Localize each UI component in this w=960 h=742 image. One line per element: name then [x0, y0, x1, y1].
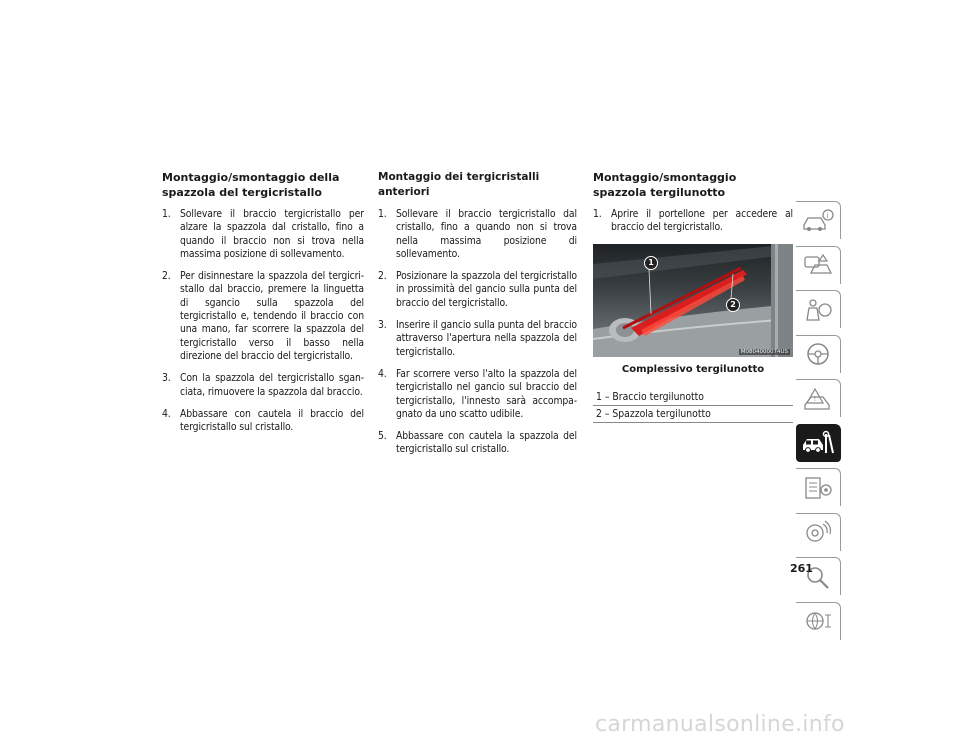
- warning-lights-icon: [801, 251, 835, 279]
- section-title: Montaggio/smontaggio spazzola tergilunotto: [593, 171, 737, 199]
- figure-caption: Complessivo tergilunotto: [621, 363, 765, 375]
- callout-2: 2: [726, 298, 740, 312]
- figure-code: M0804000074US: [740, 348, 788, 355]
- list-item: 4. Far scorrere verso l'alto la spazzola del tergicristallo nel gancio sul braccio del tergicristallo, l'innesto sarà accompa-gnato da uno scatto udibile.: [378, 367, 577, 420]
- languages-icon: [801, 607, 835, 635]
- callout-1: 1: [644, 256, 658, 270]
- tab-languages[interactable]: [796, 602, 841, 640]
- section-title: Montaggio dei tergicristalli anteriori: [378, 171, 540, 198]
- figure-legend: [593, 389, 793, 423]
- legend-row: 2 – Spazzola tergilunotto: [593, 406, 793, 423]
- list-item: 1. Sollevare il braccio tergicristallo per alzare la spazzola dal cristallo, fino a quando il braccio non si trova nella massima posizione di sollevamento.: [162, 208, 364, 260]
- svg-text:i: i: [826, 211, 829, 220]
- rear-wiper-illustration: [593, 244, 793, 357]
- list-item: 5. Abbassare con cautela la spazzola del tergicristallo sul cristallo.: [378, 430, 577, 456]
- tab-multimedia[interactable]: [796, 513, 841, 551]
- steering-wheel-icon: [801, 340, 835, 368]
- steps-list: [162, 208, 364, 434]
- tab-emergency[interactable]: [796, 379, 841, 417]
- specifications-icon: [801, 474, 835, 502]
- multimedia-icon: [801, 518, 835, 546]
- list-item: 2. Posizionare la spazzola del tergicristallo in prossimità del gancio sulla punta del braccio del tergicristallo.: [378, 270, 577, 309]
- rear-wiper-figure: [593, 244, 793, 357]
- tab-specifications[interactable]: [796, 468, 841, 506]
- car-service-icon: [801, 429, 835, 457]
- column-2: [378, 170, 577, 466]
- section-title: Montaggio/smontaggio della spazzola del tergicristallo: [162, 171, 340, 199]
- steps-list: [378, 208, 577, 457]
- page-number: 261: [790, 562, 813, 575]
- list-item: 2. Per disinnestare la spazzola del tergicri-stallo dal braccio, premere la linguetta di sgancio sulla spazzola del tergicristallo e, tendendo il braccio con una mano, far scorrere la spazzola del tergicristallo verso il basso nella direzione del braccio del tergicristallo.: [162, 270, 364, 362]
- list-item: 3. Inserire il gancio sulla punta del braccio attraverso l'apertura nella spazzola del tergicristallo.: [378, 319, 577, 358]
- tab-steering-wheel[interactable]: [796, 335, 841, 373]
- svg-text:!: !: [813, 394, 817, 403]
- list-item: 3. Con la spazzola del tergicristallo sgan-ciata, rimuovere la spazzola dal braccio.: [162, 372, 364, 398]
- column-1: [162, 170, 364, 443]
- steps-list: [593, 208, 793, 235]
- column-3: [593, 170, 793, 423]
- legend-row: 1 – Braccio tergilunotto: [593, 389, 793, 406]
- tab-car-info[interactable]: [796, 201, 841, 239]
- airbag-safety-icon: [801, 296, 835, 324]
- emergency-icon: [801, 385, 835, 413]
- chapter-tabs: [796, 201, 842, 646]
- car-info-icon: [801, 207, 835, 235]
- tab-warning-lights[interactable]: [796, 246, 841, 284]
- list-item: 1. Sollevare il braccio tergicristallo dal cristallo, fino a quando non si trova nella massima posizione di sollevamento.: [378, 208, 577, 260]
- list-item: 4. Abbassare con cautela il braccio del tergicristallo sul cristallo.: [162, 407, 364, 434]
- tab-airbag-safety[interactable]: [796, 290, 841, 328]
- watermark: carmanualsonline.info: [595, 712, 845, 737]
- tab-car-service[interactable]: [796, 424, 841, 462]
- list-item: 1. Aprire il portellone per accedere al braccio del tergicristallo.: [593, 208, 793, 234]
